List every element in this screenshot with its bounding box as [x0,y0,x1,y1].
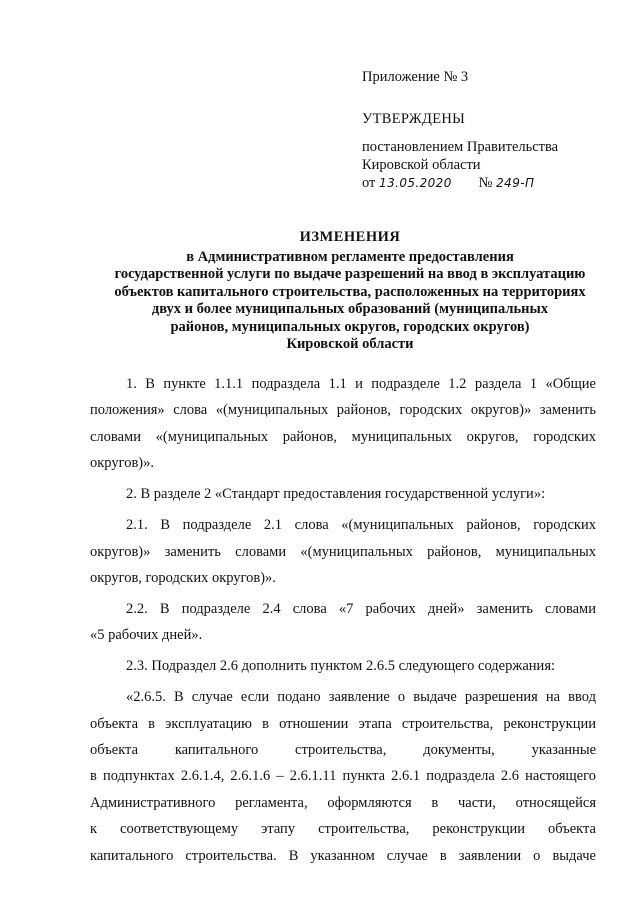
body-line: 2.3. Подраздел 2.6 дополнить пунктом 2.6.5 следующего содержания: [126,658,556,675]
body-line: округов, городских округов)». [90,569,276,586]
annex-number: Приложение № 3 [362,69,469,85]
paragraph-6 [90,684,596,869]
body-line: в подпунктах 2.6.1.4, 2.6.1.6 – 2.6.1.11 пункта 2.6.1 подраздела 2.6 настоящего [90,768,596,785]
body-line: 2.1. В подразделе 2.1 слова «(муниципальных районов, городских [126,517,596,534]
paragraph-5 [90,653,596,679]
body-line: словами «(муниципальных районов, муниципальных округов, городских [90,428,596,445]
title-line: в Административном регламенте предоставления [186,248,514,265]
paragraph-2 [90,481,596,507]
date-prefix: от [362,175,376,191]
decree-line-2: Кировской области [362,157,481,173]
title-line: государственной услуги по выдаче разрешений на ввод в эксплуатацию [114,266,586,282]
body-line: к соответствующему этапу строительства, реконструкции объекта [90,821,596,838]
paragraph-4 [90,596,596,649]
number-prefix: № [478,175,493,191]
document-body [90,371,596,869]
decree-date-number [362,174,534,192]
title-line: районов, муниципальных округов, городских округов) [170,318,530,335]
body-line: 2.2. В подразделе 2.4 слова «7 рабочих дней» заменить словами [126,600,596,617]
title-line: объектов капитального строительства, расположенных на территориях [114,283,586,300]
decree-line-1: постановлением Правительства [362,139,559,155]
body-line: «2.6.5. В случае если подано заявление о выдаче разрешения на ввод [126,689,596,706]
document-title [60,229,640,354]
title-line: Кировской области [286,336,414,352]
title-main: ИЗМЕНЕНИЯ [299,229,401,245]
body-line: объекта в эксплуатацию в отношении этапа строительства, реконструкции [90,715,596,732]
paragraph-3 [90,512,596,591]
approved-label: УТВЕРЖДЕНЫ [362,111,466,127]
body-line: капитального строительства. В указанном случае в заявлении о выдаче [90,847,596,864]
handwritten-number: 249-П [496,176,535,190]
body-line: округов)». [90,455,154,472]
title-line: двух и более муниципальных образований (муниципальных [151,301,549,317]
paragraph-1 [90,371,596,477]
handwritten-date: 13.05.2020 [379,176,452,190]
body-line: положения» слова «(муниципальных районов, городских округов)» заменить [90,402,596,419]
body-line: 1. В пункте 1.1.1 подраздела 1.1 и подразделе 1.2 раздела 1 «Общие [126,376,596,392]
body-line: «5 рабочих дней». [90,627,203,644]
body-line: 2. В разделе 2 «Стандарт предоставления государственной услуги»: [126,486,546,503]
body-line: объекта капитального строительства, документы, указанные [90,742,596,759]
body-line: Административного регламента, оформляются в части, относящейся [90,794,596,811]
body-line: округов)» заменить словами «(муниципальных районов, муниципальных [90,543,596,560]
